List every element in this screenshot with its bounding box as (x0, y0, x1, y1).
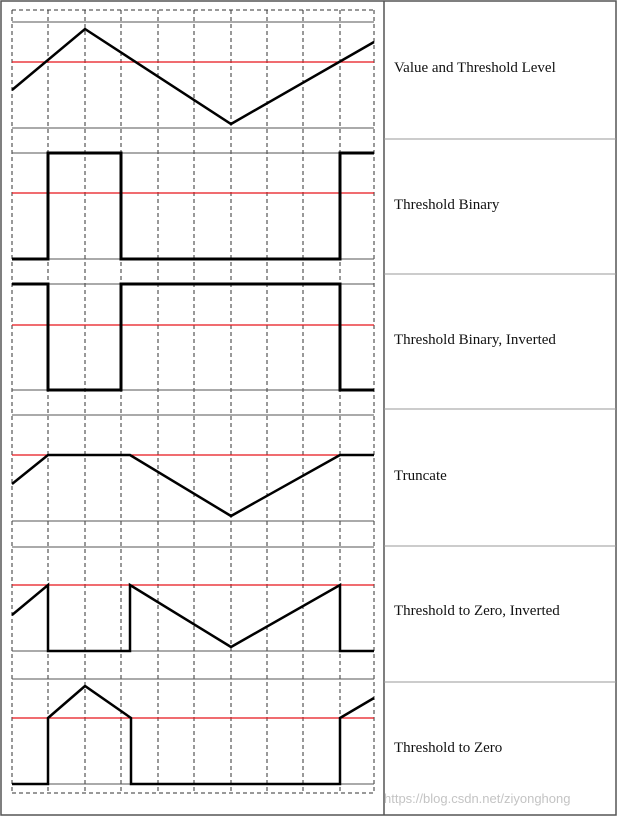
signal-line (12, 284, 374, 390)
signal-line (12, 585, 374, 651)
signal-line (12, 153, 374, 259)
row-label-tozero-inverted: Threshold to Zero, Inverted (394, 603, 560, 619)
plot-tozero-inverted (12, 547, 374, 651)
plot-binary (12, 153, 374, 259)
dashed-grid (12, 10, 374, 793)
plot-value (12, 22, 374, 128)
watermark: https://blog.csdn.net/ziyonghong (384, 791, 571, 806)
row-separators (384, 139, 616, 682)
plot-truncate (12, 415, 374, 521)
row-label-binary-inverted: Threshold Binary, Inverted (394, 332, 556, 348)
row-label-truncate: Truncate (394, 468, 447, 484)
row-label-binary: Threshold Binary (394, 197, 500, 213)
row-label-value: Value and Threshold Level (394, 60, 556, 76)
row-label-tozero: Threshold to Zero (394, 740, 503, 756)
plot-binary-inverted (12, 284, 374, 390)
signal-line (12, 686, 374, 784)
plot-tozero (12, 679, 374, 784)
signal-line (12, 455, 374, 516)
signal-line (12, 29, 374, 124)
